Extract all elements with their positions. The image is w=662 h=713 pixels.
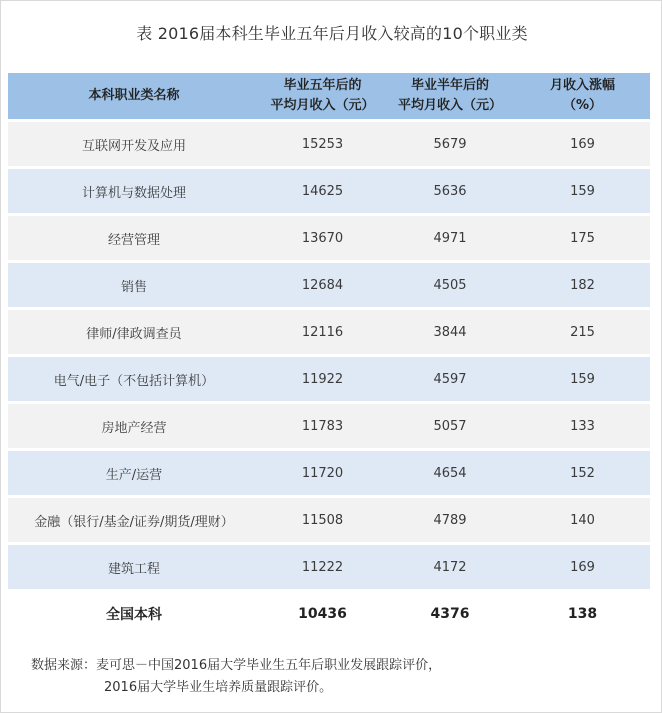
header-growth-line1: 月收入涨幅 — [549, 78, 615, 93]
income-table — [8, 70, 650, 639]
cell-income-5yr: 11922 — [260, 357, 385, 401]
cell-occupation: 销售 — [8, 263, 260, 307]
table-row — [8, 216, 650, 260]
data-source-note — [31, 655, 441, 699]
cell-income-half-yr: 3844 — [385, 310, 515, 354]
total-label: 全国本科 — [8, 592, 260, 636]
header-growth-line2: （%） — [562, 98, 603, 113]
header-occupation — [8, 73, 260, 119]
table-row — [8, 545, 650, 589]
cell-income-half-yr: 5679 — [385, 122, 515, 166]
total-income-5yr: 10436 — [260, 592, 385, 636]
cell-income-half-yr: 4971 — [385, 216, 515, 260]
cell-occupation: 经营管理 — [8, 216, 260, 260]
header-occupation-label: 本科职业类名称 — [88, 88, 180, 103]
cell-growth: 133 — [515, 404, 650, 448]
header-income-5yr-line1: 毕业五年后的 — [283, 78, 362, 93]
header-income-half-yr-line2: 平均月收入（元） — [397, 98, 502, 113]
cell-income-half-yr: 4654 — [385, 451, 515, 495]
header-income-5yr — [260, 73, 385, 119]
table-row — [8, 498, 650, 542]
table-row — [8, 451, 650, 495]
cell-income-5yr: 11783 — [260, 404, 385, 448]
cell-income-5yr: 12684 — [260, 263, 385, 307]
cell-occupation: 电气/电子（不包括计算机） — [8, 357, 260, 401]
table-row — [8, 263, 650, 307]
header-income-half-yr-line1: 毕业半年后的 — [410, 78, 489, 93]
cell-growth: 215 — [515, 310, 650, 354]
cell-income-5yr: 11222 — [260, 545, 385, 589]
cell-growth: 175 — [515, 216, 650, 260]
cell-income-half-yr: 4597 — [385, 357, 515, 401]
cell-growth: 169 — [515, 122, 650, 166]
cell-growth: 159 — [515, 357, 650, 401]
cell-occupation: 计算机与数据处理 — [8, 169, 260, 213]
header-row — [8, 73, 650, 119]
cell-income-half-yr: 4505 — [385, 263, 515, 307]
table-row — [8, 310, 650, 354]
cell-occupation: 建筑工程 — [8, 545, 260, 589]
cell-occupation: 生产/运营 — [8, 451, 260, 495]
cell-income-5yr: 11508 — [260, 498, 385, 542]
total-income-half-yr: 4376 — [385, 592, 515, 636]
cell-income-5yr: 12116 — [260, 310, 385, 354]
total-row — [8, 592, 650, 636]
table-row — [8, 169, 650, 213]
cell-growth: 169 — [515, 545, 650, 589]
cell-income-half-yr: 5057 — [385, 404, 515, 448]
cell-occupation: 互联网开发及应用 — [8, 122, 260, 166]
cell-income-5yr: 14625 — [260, 169, 385, 213]
cell-growth: 159 — [515, 169, 650, 213]
cell-growth: 152 — [515, 451, 650, 495]
cell-income-half-yr: 4172 — [385, 545, 515, 589]
cell-occupation: 房地产经营 — [8, 404, 260, 448]
cell-income-5yr: 13670 — [260, 216, 385, 260]
header-growth — [515, 73, 650, 119]
cell-occupation: 律师/律政调查员 — [8, 310, 260, 354]
cell-income-half-yr: 5636 — [385, 169, 515, 213]
data-source-line1: 数据来源：麦可思－中国2016届大学毕业生五年后职业发展跟踪评价， — [31, 658, 442, 673]
table-row — [8, 404, 650, 448]
header-income-5yr-line2: 平均月收入（元） — [270, 98, 375, 113]
header-income-half-yr — [385, 73, 515, 119]
data-source-line2: 2016届大学毕业生培养质量跟踪评价。 — [104, 680, 333, 695]
table-row — [8, 122, 650, 166]
cell-income-half-yr: 4789 — [385, 498, 515, 542]
table-row — [8, 357, 650, 401]
table-title: 表 2016届本科生毕业五年后月收入较高的10个职业类 — [136, 24, 528, 43]
cell-income-5yr: 15253 — [260, 122, 385, 166]
cell-occupation: 金融（银行/基金/证券/期货/理财） — [8, 498, 260, 542]
cell-income-5yr: 11720 — [260, 451, 385, 495]
cell-growth: 140 — [515, 498, 650, 542]
total-growth: 138 — [515, 592, 650, 636]
cell-growth: 182 — [515, 263, 650, 307]
